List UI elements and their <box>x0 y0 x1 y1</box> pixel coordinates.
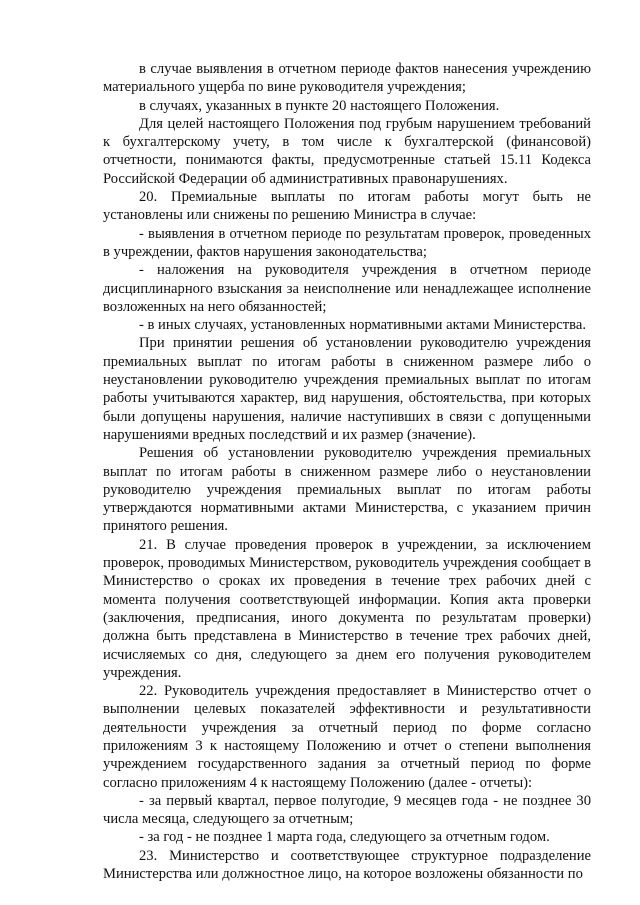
paragraph-item-20: 20. Премиальные выплаты по итогам работы могут быть не установлены или снижены по решению Министра в случае: <box>103 189 591 224</box>
paragraph-item-21: 21. В случае проведения проверок в учреждении, за исключением проверок, проводимых Министерством, руководитель учреждения сообщает в Министерство о сроках их проведения в течение трех рабочих дней с момента получения соответствующей информации. Копия акта проверки (заключения, предписания, иного документа по результатам проверки) должна быть представлена в Министерство в течение трех рабочих дней, исчисляемых со дня, следующего за днем его получения руководителем учреждения. <box>103 536 591 681</box>
paragraph: в случае выявления в отчетном периоде фактов нанесения учреждению материального ущерба по вине руководителя учреждения; <box>103 61 591 96</box>
paragraph-item-23: 23. Министерство и соответствующее структурное подразделение Министерства или должностное лицо, на которое возложены обязанности по <box>103 847 591 883</box>
list-item: - в иных случаях, установленных нормативными актами Министерства. <box>139 317 586 334</box>
list-item: - выявления в отчетном периоде по результатам проверок, проведенных в учреждении, фактов нарушения законодательства; <box>103 225 591 260</box>
paragraph-item-22: 22. Руководитель учреждения предоставляет в Министерство отчет о выполнении целевых показателей эффективности и результативности деятельности учреждения за отчетный период по форме согласно приложениям 3 к настоящему Положению и отчет о степени выполнения учреждением государственного задания за отчетный период по форме согласно приложениям 4 к настоящему Положению (далее - отчеты): <box>103 683 591 791</box>
paragraph: Для целей настоящего Положения под грубым нарушением требований к бухгалтерскому учету, в том числе к бухгалтерской (финансовой) отчетности, понимаются факты, предусмотренные статьей 15.11 Кодекса Российской Федерации об административных правонарушениях. <box>103 115 591 187</box>
list-item: - за год - не позднее 1 марта года, следующего за отчетным годом. <box>139 829 550 846</box>
document-page <box>103 60 591 883</box>
list-item: - наложения на руководителя учреждения в отчетном периоде дисциплинарного взыскания за неисполнение или ненадлежащее исполнение возложенных на него обязанностей; <box>103 262 591 315</box>
paragraph: При принятии решения об установлении руководителю учреждения премиальных выплат по итогам работы в сниженном размере либо о неустановлении руководителю учреждения премиальных выплат по итогам работы учитываются характер, вид нарушения, обстоятельства, при которых были допущены нарушения, наличие наступивших в связи с допущенными нарушениями вредных последствий и их размер (значение). <box>103 335 591 443</box>
paragraph: Решения об установлении руководителю учреждения премиальных выплат по итогам работы в сниженном размере либо о неустановлении руководителю учреждения премиальных выплат по итогам работы утверждаются нормативными актами Министерства, с указанием причин принятого решения. <box>103 445 591 535</box>
paragraph: в случаях, указанных в пункте 20 настоящего Положения. <box>139 97 500 114</box>
list-item: - за первый квартал, первое полугодие, 9 месяцев года - не позднее 30 числа месяца, следующего за отчетным; <box>103 792 591 828</box>
